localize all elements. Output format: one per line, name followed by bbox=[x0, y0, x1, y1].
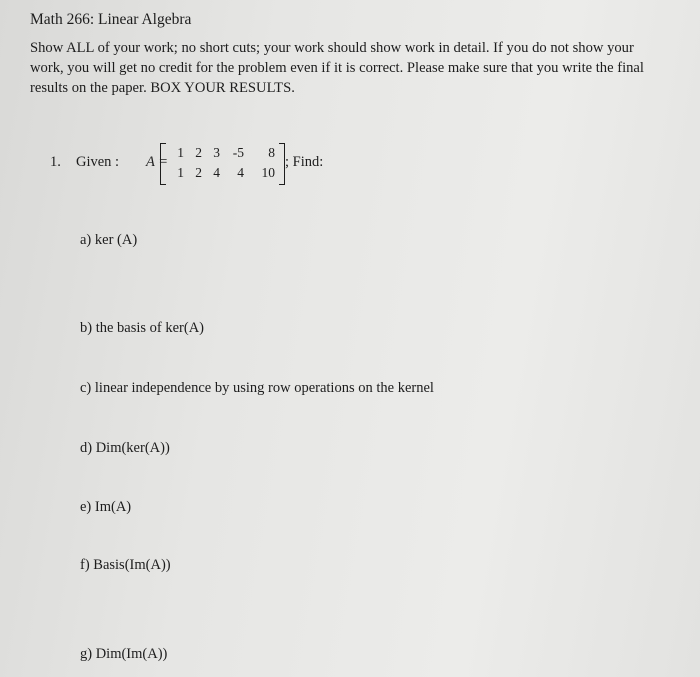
matrix-cell: 1 bbox=[177, 165, 184, 180]
matrix-cell: 8 bbox=[268, 145, 275, 160]
find-label: ; Find: bbox=[285, 154, 324, 170]
matrix-cell: 4 bbox=[237, 165, 244, 180]
matrix-cell: 1 bbox=[177, 145, 184, 160]
part-g: g) Dim(Im(A)) bbox=[80, 646, 168, 662]
matrix-cell: 2 bbox=[195, 165, 202, 180]
part-a: a) ker (A) bbox=[80, 232, 138, 248]
given-label: Given : bbox=[76, 154, 120, 170]
instructions-text: Show ALL of your work; no short cuts; your work should show work in detail. If you do not show your work, you will get no credit for the problem even if it is correct. Please make sure that you write the final results on the paper. BOX YOUR RESULTS. bbox=[30, 40, 644, 96]
part-c: c) linear independence by using row operations on the kernel bbox=[80, 380, 434, 396]
matrix-a bbox=[160, 143, 285, 185]
part-e: e) Im(A) bbox=[80, 499, 132, 515]
matrix-cell: 3 bbox=[213, 145, 220, 160]
part-b: b) the basis of ker(A) bbox=[80, 320, 205, 336]
problem-1 bbox=[50, 140, 500, 190]
matrix-cell: 2 bbox=[195, 145, 202, 160]
matrix-cell: 4 bbox=[213, 165, 220, 180]
part-d: d) Dim(ker(A)) bbox=[80, 440, 170, 456]
page-title: Math 266: Linear Algebra bbox=[30, 11, 192, 28]
matrix-lhs: A = bbox=[146, 154, 169, 170]
matrix-cell: -5 bbox=[232, 145, 244, 160]
problem-number: 1. bbox=[50, 154, 61, 170]
part-f: f) Basis(Im(A)) bbox=[80, 557, 171, 573]
matrix-cell: 10 bbox=[261, 165, 275, 180]
